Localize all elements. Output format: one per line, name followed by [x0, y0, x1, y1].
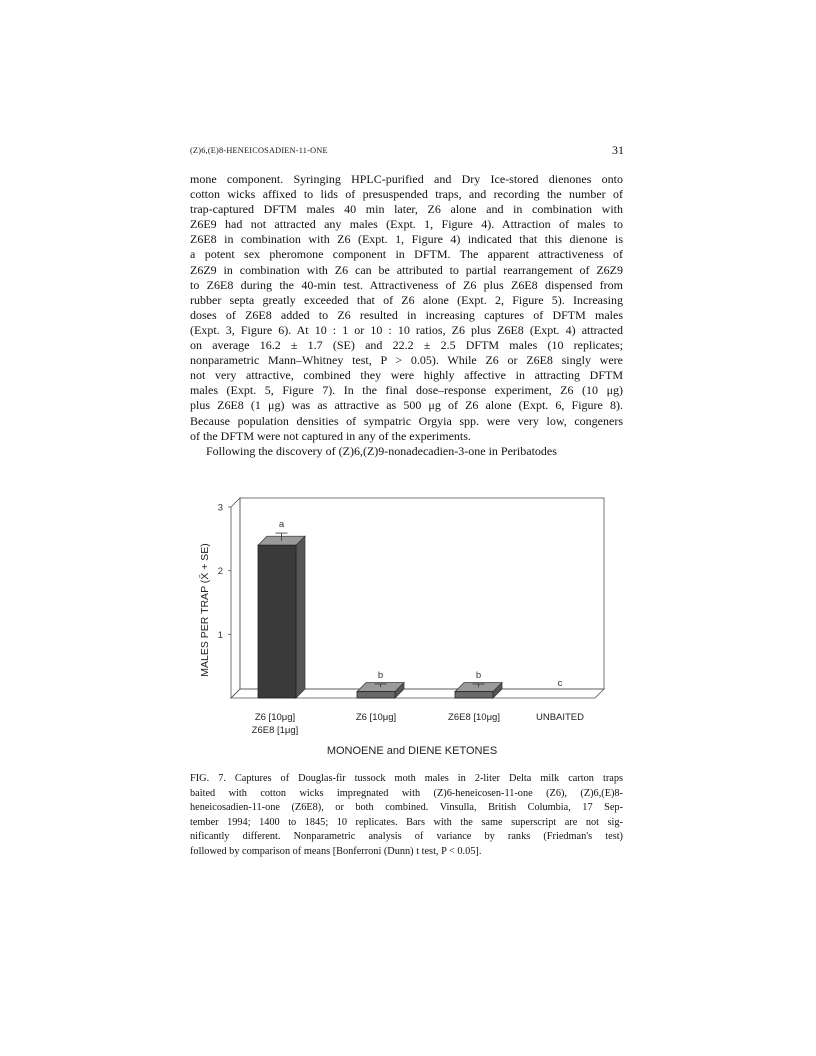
body-line: rubber septa greatly exceeded that of Z6 alone (Expt. 2, Figure 5). Increasing	[190, 292, 623, 307]
x-tick-label: Z6E8 [1μg]	[251, 725, 299, 736]
body-line: Because population densities of sympatric Orgyia spp. were very low, congeners	[190, 413, 623, 428]
body-line: nonparametric Mann–Whitney test, P > 0.05). While Z6 or Z6E8 singly were	[190, 353, 623, 368]
x-axis-label: MONOENE and DIENE KETONES	[326, 745, 498, 757]
bar	[455, 692, 493, 698]
body-line: of the DFTM were not captured in any of the experiments.	[190, 428, 471, 443]
y-ticks	[218, 503, 231, 641]
x-tick-label: Z6 [10μg]	[355, 712, 397, 723]
running-head: (Z)6,(E)8-HENEICOSADIEN-11-ONE	[190, 146, 328, 155]
significance-letter: b	[475, 669, 482, 681]
bar	[357, 692, 395, 698]
bar	[258, 545, 296, 698]
body-line: mone component. Syringing HPLC-purified and Dry Ice-stored dienones onto	[190, 172, 623, 186]
body-line: Z6Z9 in combination with Z6 can be attributed to partial rearrangement of Z6Z9	[190, 262, 623, 277]
y-tick-label: 2	[217, 566, 223, 578]
caption-line: followed by comparison of means [Bonferroni (Dunn) t test, P < 0.05].	[190, 845, 482, 857]
body-line: Z6E9 had not attracted any males (Expt. 1, Figure 4). Attraction of males to	[190, 217, 623, 232]
y-tick-label: 3	[217, 502, 223, 514]
caption-line: FIG. 7. Captures of Douglas-fir tussock moth males in 2-liter Delta milk carton traps	[190, 773, 623, 784]
caption-line: tember 1994; 1400 to 1845; 10 replicates. Bars with the same superscript are not sig-	[190, 816, 623, 828]
page-number: 31	[612, 143, 624, 157]
body-line: not very attractive, combined they were highly affective in attracting DFTM	[190, 368, 623, 383]
x-tick-label: Z6 [10μg]	[254, 712, 296, 723]
body-line: males (Expt. 5, Figure 7). In the final dose–response experiment, Z6 (10 μg)	[190, 383, 623, 398]
body-line: on average 16.2 ± 1.7 (SE) and 22.2 ± 2.5 DFTM males (10 replicates;	[190, 338, 623, 353]
x-tick-label: Z6E8 [10μg]	[448, 712, 500, 723]
body-text	[190, 172, 623, 459]
body-line: Following the discovery of (Z)6,(Z)9-nonadecadien-3-one in Peribatodes	[206, 443, 557, 458]
body-line: plus Z6E8 (1 μg) was as attractive as 500 μg of Z6 alone (Expt. 6, Figure 8).	[190, 398, 623, 413]
body-line: a potent sex pheromone component in DFTM. The apparent attractiveness of	[190, 247, 623, 262]
body-line: (Expt. 3, Figure 6). At 10 : 1 or 10 : 10 ratios, Z6 plus Z6E8 (Expt. 4) attracted	[190, 322, 623, 337]
significance-letter: a	[278, 519, 285, 531]
body-paragraph	[190, 172, 623, 444]
caption-line: baited with cotton wicks impregnated with (Z)6-heneicosen-11-one (Z6), (Z)6,(E)8-	[190, 787, 623, 799]
significance-letter: b	[377, 669, 384, 681]
bars	[258, 519, 563, 698]
body-line: cotton wicks affixed to lids of presuspended traps, and recording the number of	[190, 187, 623, 202]
body-line: trap-captured DFTM males 40 min later, Z6 alone and in combination with	[190, 202, 623, 217]
significance-letter: c	[557, 678, 563, 689]
body-paragraph	[190, 444, 623, 459]
bar-side	[296, 536, 305, 698]
figure-caption	[190, 772, 623, 860]
plot-left-wall	[231, 498, 240, 698]
y-tick-label: 1	[217, 629, 223, 641]
body-line: doses of Z6E8 added to Z6 resulted in increasing captures of DFTM males	[190, 307, 623, 322]
caption-line: nificantly different. Nonparametric analysis of variance by ranks (Friedman's test)	[190, 831, 623, 843]
caption-line: heneicosadien-11-one (Z6E8), or both combined. Vinsulla, British Columbia, 17 Sep-	[190, 802, 623, 814]
y-axis-label: MALES PER TRAP (X̄ + SE)	[199, 543, 211, 677]
body-line: Z6E8 in combination with Z6 (Expt. 1, Figure 4) indicated that this dienone is	[190, 232, 623, 247]
x-tick-labels	[252, 712, 584, 736]
body-line: to Z6E8 during the 40-min test. Attractiveness of Z6 plus Z6E8 dispensed from	[190, 277, 623, 292]
x-tick-label: UNBAITED	[535, 712, 585, 723]
